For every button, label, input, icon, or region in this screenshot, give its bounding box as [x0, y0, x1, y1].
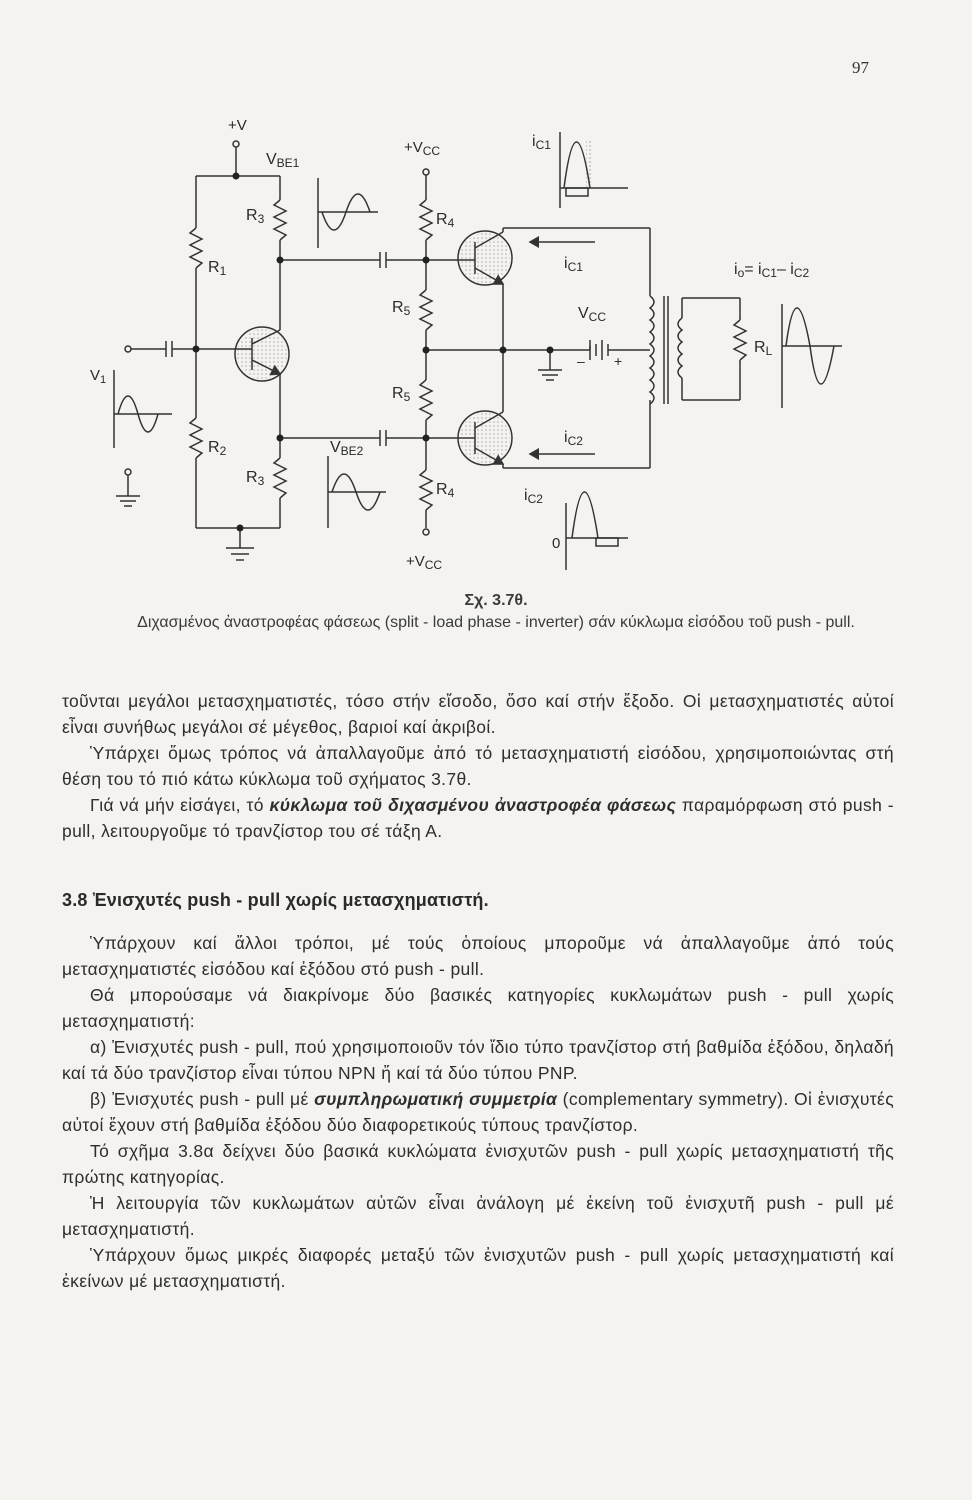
- paragraph-6: Τό σχῆμα 3.8α δείχνει δύο βασικά κυκλώματα ἐνισχυτῶν push - pull χωρίς μετασχηματιστή τῆς πρώτης κατηγορίας.: [62, 1141, 894, 1187]
- r3-bottom-label: R3: [246, 469, 265, 488]
- rl-label: RL: [754, 339, 773, 358]
- load-resistor-rl: [734, 320, 746, 360]
- caption-label: Σχ. 3.7θ.: [464, 592, 528, 609]
- r2-label: R2: [208, 439, 227, 458]
- r3-top-label: R3: [246, 207, 265, 226]
- paragraph-5: Θά μπορούσαμε νά διακρίνομε δύο βασικές κατηγορίες κυκλωμάτων push - pull χωρίς μετασχηματιστή:: [62, 985, 894, 1031]
- page-number: 97: [852, 58, 869, 77]
- vcc-supply-label: VCC: [578, 305, 607, 324]
- input-terminal: [125, 346, 131, 352]
- paragraph-7: Ἡ λειτουργία τῶν κυκλωμάτων αὐτῶν εἶναι ἀνάλογη μέ ἐκείνη τοῦ ἐνισχυτῆ push - pull μέ μετασχηματιστή.: [62, 1193, 894, 1239]
- battery-plus-label: +: [614, 353, 623, 369]
- ic1-top-label: iC1: [532, 133, 551, 152]
- ic2-waveform: [572, 492, 598, 538]
- resistor-r5-bottom: [420, 380, 432, 420]
- paragraph-1: τοῦνται μεγάλοι μετασχηματιστές, τόσο στήν εἴσοδο, ὅσο καί στήν ἔξοδο. Οἱ μετασχηματιστές αὐτοί εἶναι συνήθως μεγάλοι σέ μέγεθος, βαριοί καί ἀκριβοί.: [62, 691, 894, 737]
- battery-minus-label: –: [577, 353, 585, 369]
- transformer-secondary: [678, 318, 682, 378]
- paragraph-8: Ὑπάρχουν ὅμως μικρές διαφορές μεταξύ τῶν ἐνισχυτῶν push - pull χωρίς μετασχηματιστή καί ἐκείνων μέ μετασχηματιστή.: [62, 1245, 894, 1291]
- circuit-figure: [60, 108, 940, 588]
- paragraph-4: Ὑπάρχουν καί ἄλλοι τρόποι, μέ τούς ὁποίους μποροῦμε νά ἀπαλλαγοῦμε ἀπό τούς μετασχηματιστές εἰσόδου καί ἐξόδου στό push - pull.: [62, 933, 894, 979]
- v1-label: $V_1$: [90, 367, 107, 386]
- r5-top-label: R5: [392, 299, 411, 318]
- zero-label: 0: [552, 535, 561, 552]
- intro-text: [62, 688, 894, 844]
- resistor-r5-top: [420, 290, 432, 330]
- caption-text: Διχασμένος ἀναστροφέας φάσεως (split - load phase - inverter) σάν κύκλωμα εἰσόδου τοῦ push - pull.: [137, 614, 855, 631]
- plus-v-terminal: [233, 141, 239, 147]
- resistor-r2: [190, 418, 202, 458]
- r5-bottom-label: R5: [392, 385, 411, 404]
- resistor-r3-top: [274, 200, 286, 240]
- vbe1-label: VBE1: [266, 151, 300, 170]
- paragraph-3-emphasis: κύκλωμα τοῦ διχασμένου ἀναστροφέα φάσεως: [269, 795, 677, 815]
- figure-caption: [70, 590, 922, 634]
- r1-label: R1: [208, 259, 227, 278]
- vcc-bottom-label: $+V_{CC}$: [406, 553, 443, 572]
- vbe2-label: VBE2: [330, 439, 364, 458]
- vcc-top-label: $+V_{CC}$: [404, 139, 441, 158]
- section-body: [62, 930, 894, 1294]
- list-item-b: β) Ἐνισχυτές push - pull μέ συμπληρωματική συμμετρία (complementary symmetry). Οἱ ἐνισχυτές αὐτοί ἔχουν στή βαθμίδα ἐξόδου δύο διαφορετικούς τύπους τρανζίστορ.: [62, 1089, 894, 1135]
- resistor-r4-top: [420, 200, 432, 240]
- ic1-mid-label: iC1: [564, 255, 583, 274]
- section-heading: 3.8 Ἐνισχυτές push - pull χωρίς μετασχηματιστή.: [62, 890, 489, 910]
- r4-bottom-label: R4: [436, 481, 455, 500]
- plus-v-label: +V: [228, 117, 247, 134]
- transformer-primary: [650, 296, 654, 404]
- resistor-r3-bottom: [274, 458, 286, 498]
- list-item-b-emphasis: συμπληρωματική συμμετρία: [314, 1089, 558, 1109]
- r4-top-label: R4: [436, 211, 455, 230]
- paragraph-3: Γιά νά μήν εἰσάγει, τό κύκλωμα τοῦ διχασμένου ἀναστροφέα φάσεως παραμόρφωση στό push - pull, λειτουργοῦμε τό τρανζίστορ του σέ τάξη Α.: [62, 795, 894, 841]
- ic2-mid-label: iC2: [564, 429, 583, 448]
- ic2-bottom-label: iC2: [524, 487, 543, 506]
- list-item-a: α) Ἐνισχυτές push - pull, πού χρησιμοποιοῦν τόν ἴδιο τύπο τρανζίστορ στή βαθμίδα ἐξόδου, δηλαδή καί τά δύο τρανζίστορ εἶναι τύπου NPN ἤ καί τά δύο τύπου PNP.: [62, 1037, 894, 1083]
- io-equation-label: io= iC1– iC2: [734, 261, 810, 280]
- resistor-r4-bottom: [420, 470, 432, 510]
- resistor-r1: [190, 228, 202, 268]
- split-load-phase-inverter-diagram: [60, 108, 940, 588]
- paragraph-2: Ὑπάρχει ὅμως τρόπος νά ἀπαλλαγοῦμε ἀπό τό μετασχηματιστή εἰσόδου, χρησιμοποιώντας στή θέση του τό πιό κάτω κύκλωμα τοῦ σχήματος 3.7θ.: [62, 743, 894, 789]
